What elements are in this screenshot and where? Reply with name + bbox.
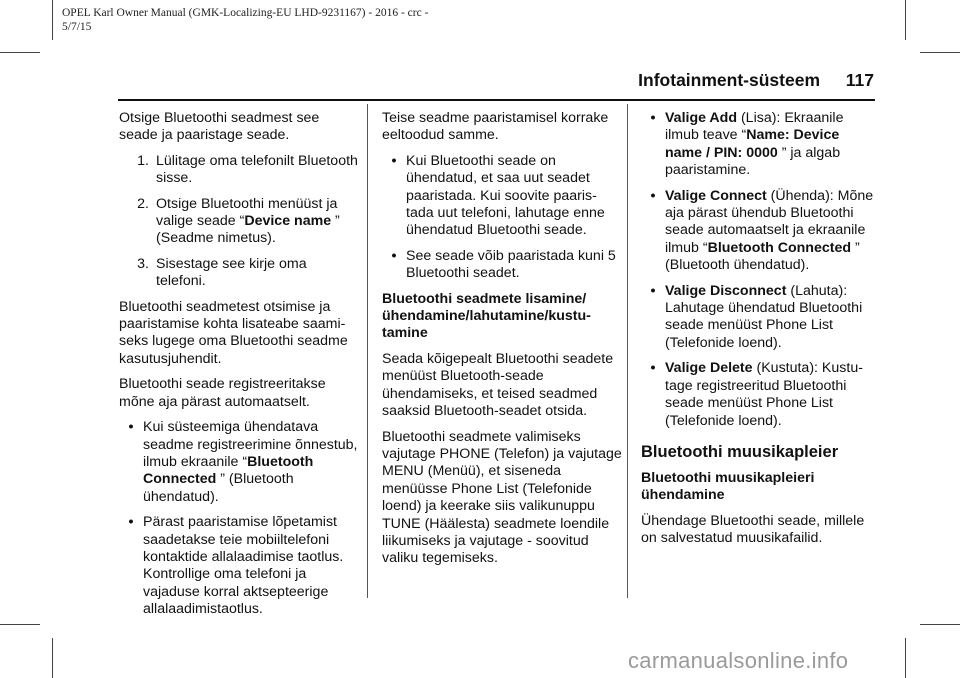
bullet-item <box>641 283 877 353</box>
paragraph: Teise seadme paaristamisel korrake eeltoodud samme. <box>382 110 609 144</box>
crop-mark <box>905 638 906 678</box>
crop-mark <box>920 624 960 625</box>
bullet-item <box>119 514 359 618</box>
page-number: 117 <box>845 70 874 90</box>
numbered-step <box>119 196 359 248</box>
column-1 <box>119 110 359 627</box>
paragraph: Bluetoothi seade registreeritakse mõne aja pärast automaatselt. <box>119 376 326 410</box>
header-rule <box>118 99 875 101</box>
step-number: 3. <box>137 255 149 272</box>
bullet-icon: • <box>650 360 656 377</box>
column-divider <box>627 104 628 598</box>
paragraph: Bluetoothi seadmete valimiseks vajutage PHONE (Telefon) ja vajutage MENU (Menüü), et siseneda menüüsse Phone List (Telefonide loend) ja keerake siis valikunuppu TUNE (Häälesta) seadmete loendile liikumiseks ja vajutage - soovitud valiku tegemiseks. <box>382 428 622 567</box>
bullet-icon: • <box>128 514 134 531</box>
bullet-text: Valige Connect (Ühenda): Mõne aja pärast ühendub Bluetoothi seade automaatselt ja ekraanile ilmub “Bluetooth Connected ” (Bluetooth ühendatud). <box>665 187 874 274</box>
paragraph: Seada kõigepealt Bluetoothi seadete menüüst Bluetooth-seade ühendamiseks, et teised seadmed saaksid Bluetooth-seadet otsida. <box>382 350 614 420</box>
print-metadata <box>62 6 428 34</box>
bullet-text: Valige Disconnect (Lahuta): Lahutage ühendatud Bluetoothi seade menüüst Phone List (Telefonide loend). <box>665 282 863 351</box>
crop-mark <box>920 52 960 53</box>
watermark: carmanualsonline.info <box>628 648 849 673</box>
bullet-text: Valige Add (Lisa): Ekraanile ilmub teave “Name: Device name / PIN: 0000 ” ja algab paaristamine. <box>665 110 844 179</box>
bullet-icon: • <box>650 110 656 126</box>
column-divider <box>367 104 368 598</box>
bullet-icon: • <box>391 247 397 264</box>
subsection-heading: Bluetoothi seadmete lisamine/ ühendamine/lahutamine/kustu-tamine <box>382 290 591 342</box>
numbered-step <box>119 256 359 291</box>
column-3 <box>641 110 877 556</box>
bullet-item <box>119 419 359 506</box>
bullet-item <box>641 188 877 275</box>
bullet-icon: • <box>391 152 397 169</box>
meta-line-1: OPEL Karl Owner Manual (GMK-Localizing-EU LHD-9231167) - 2016 - crc - <box>62 7 429 19</box>
crop-mark <box>52 638 53 678</box>
bullet-icon: • <box>650 187 656 204</box>
bullet-text: See seade võib paaristada kuni 5 Bluetoothi seadet. <box>406 247 616 282</box>
crop-mark <box>0 624 40 625</box>
step-number: 1. <box>137 152 149 169</box>
bullet-text: Valige Delete (Kustuta): Kustu-tage registreeritud Bluetoothi seade menüüst Phone List (Telefonide loend). <box>665 360 863 429</box>
bullet-text: Kui süsteemiga ühendatava seadme registreerimine õnnestub, ilmub ekraanile “Bluetooth Connected ” (Bluetooth ühendatud). <box>143 419 358 505</box>
step-text: Otsige Bluetoothi menüüst ja valige seade “Device name ” (Seadme nimetus). <box>156 195 340 247</box>
numbered-step <box>119 153 359 188</box>
paragraph: Bluetoothi seadmetest otsimise ja paaristamise kohta lisateabe saami-seks lugege oma Bluetoothi seadme kasutusjuhendit. <box>119 298 348 367</box>
crop-mark <box>905 0 906 40</box>
section-title: Bluetoothi muusikapleier <box>641 442 839 461</box>
bullet-text: Kui Bluetoothi seade on ühendatud, et saa uut seadet paaristada. Kui soovite paaris-tada uut telefoni, lahutage enne ühendatud Bluetoothi seade. <box>406 152 605 239</box>
step-text: Sisestage see kirje oma telefoni. <box>156 255 307 290</box>
column-2 <box>382 110 622 576</box>
paragraph: Ühendage Bluetoothi seade, millele on salvestatud muusikafailid. <box>641 512 865 547</box>
bullet-item <box>641 110 877 180</box>
bullet-icon: • <box>128 419 134 436</box>
intro-paragraph: Otsige Bluetoothi seadmest see seade ja paaristage seade. <box>119 110 320 144</box>
page-title: Infotainment-süsteem <box>638 70 820 90</box>
step-text: Lülitage oma telefonilt Bluetooth sisse. <box>156 152 358 187</box>
step-number: 2. <box>137 195 149 212</box>
subsection-heading: Bluetoothi muusikapleieri ühendamine <box>641 469 815 504</box>
bullet-icon: • <box>650 282 656 299</box>
meta-line-2: 5/7/15 <box>62 21 92 33</box>
crop-mark <box>52 0 53 40</box>
bullet-item <box>382 248 622 283</box>
crop-mark <box>0 52 40 53</box>
bullet-item <box>641 360 877 430</box>
bullet-text: Pärast paaristamise lõpetamist saadetakse teie mobiiltelefoni kontaktide allalaadimise taotlus. Kontrollige oma telefoni ja vajaduse korral aktsepteerige allalaadimistaotlus. <box>143 514 344 618</box>
bullet-item <box>382 153 622 240</box>
